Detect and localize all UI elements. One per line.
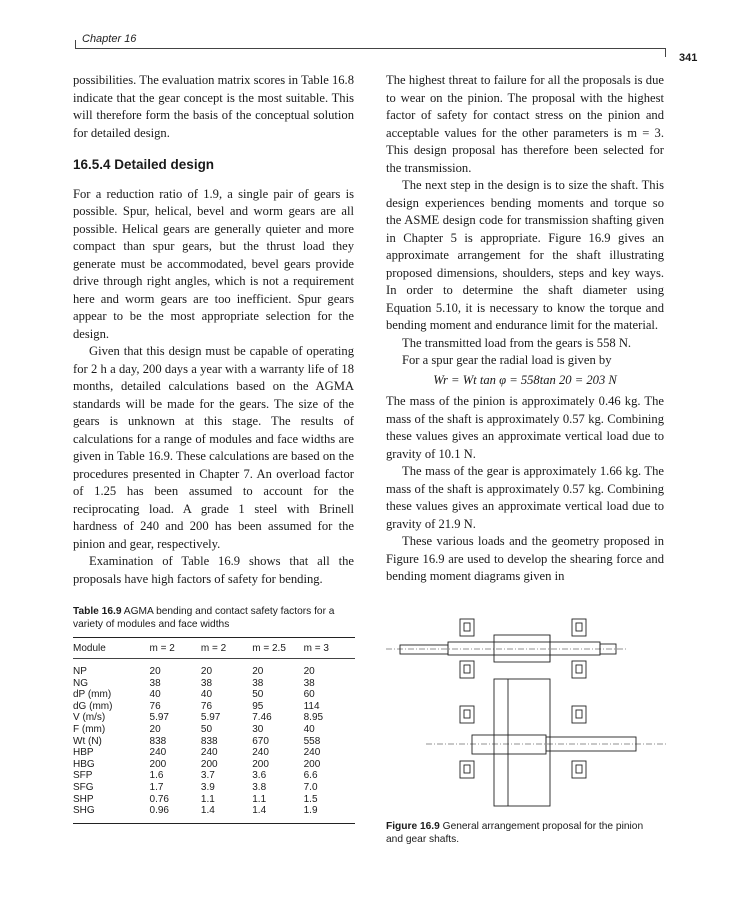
table-cell: 38 — [200, 677, 213, 689]
figure-caption-text: General arrangement proposal for the pinion and gear shafts. — [386, 821, 644, 845]
table-cell: 50 — [200, 723, 213, 735]
table-cell: 1.9 — [304, 805, 355, 823]
row-label: SFG — [73, 781, 94, 793]
column-header: Module — [73, 638, 150, 659]
table-cell: 558 — [303, 735, 321, 747]
pinion-gear — [494, 635, 550, 662]
paragraph: The highest threat to failure for all the proposals is due to wear on the pinion. The proposal with the highest factor of safety for contact stress on the pinion and acceptable values for the other parameters is m = 3. This design proposal has therefore been selected for the transmission. — [386, 73, 664, 175]
bearing-5 — [460, 706, 474, 723]
table-cell: 1.7 — [149, 781, 164, 793]
table-row — [73, 759, 355, 771]
table-cell: 1.4 — [201, 805, 252, 823]
table-row — [73, 689, 355, 701]
figure-label: Figure 16.9 — [386, 821, 440, 832]
gear-shaft-assembly — [426, 679, 668, 806]
row-label: V (m/s) — [73, 712, 106, 724]
table-cell: 20 — [252, 666, 264, 677]
table-caption — [73, 605, 355, 631]
column-header: m = 2.5 — [252, 638, 303, 659]
table-cell: 30 — [252, 723, 264, 735]
table-cell: 0.96 — [150, 805, 201, 823]
table-cell: 38 — [149, 677, 161, 689]
row-label: SFP — [73, 770, 93, 782]
row-label: HBP — [73, 747, 94, 759]
table-16-9 — [73, 605, 355, 824]
table-row — [73, 712, 355, 724]
figure-16-9-shaft-arrangement — [386, 605, 668, 815]
table-cell: 1.1 — [252, 793, 267, 805]
table-cell: 240 — [149, 747, 167, 759]
table-cell: 1.5 — [303, 793, 318, 805]
table-caption-text: AGMA bending and contact safety factors for a variety of modules and face widths — [73, 606, 335, 630]
table-cell: 1.6 — [149, 770, 164, 782]
table-row — [73, 678, 355, 690]
table-cell: 200 — [252, 758, 269, 770]
table-cell: 40 — [149, 689, 161, 701]
section-heading: 16.5.4 Detailed design — [73, 157, 215, 172]
table-cell: 50 — [252, 689, 264, 701]
table-cell: 38 — [303, 677, 315, 689]
bearing-4 — [572, 661, 586, 678]
table-cell: 3.9 — [200, 781, 215, 793]
table-cell: 40 — [303, 723, 315, 735]
header-rule — [75, 48, 666, 49]
table-row — [73, 736, 355, 748]
table-row — [73, 805, 355, 823]
gear-shaft-body — [472, 735, 546, 754]
table-cell: 7.0 — [303, 781, 318, 793]
table-cell: 240 — [252, 747, 269, 759]
bearing-2 — [572, 619, 586, 636]
table-cell: 60 — [303, 689, 315, 701]
table-cell: 20 — [149, 723, 161, 735]
table-body — [73, 659, 355, 824]
table-cell: 838 — [149, 735, 167, 747]
table-cell: 240 — [200, 747, 218, 759]
left-column — [73, 72, 354, 588]
row-label: dG (mm) — [73, 700, 113, 712]
column-header: m = 2 — [201, 638, 252, 659]
paragraph: Given that this design must be capable of operating for 2 h a day, 200 days a year with a warranty life of 18 months, detailed calculations based on the AGMA standards will be made for the gears. The size of the gears is unknown at this stage. The results of calculations for a range of modules and face widths are given in Table 16.9. These calculations are based on the procedures presented in Chapter 7. An overload factor of 1.25 has been assumed to account for the reciprocating load. A grade 1 steel with Brinell hardness of 240 and 200 has been assumed for the pinion and gear, respectively. — [73, 344, 354, 551]
pinion-shaft-assembly — [386, 619, 626, 678]
table-header-row — [73, 638, 355, 659]
table-cell: 5.97 — [149, 712, 169, 724]
paragraph: For a spur gear the radial load is given by — [402, 353, 612, 367]
row-label: NG — [73, 677, 88, 689]
row-label: dP (mm) — [73, 689, 112, 701]
table-row — [73, 782, 355, 794]
bearing-3 — [460, 661, 474, 678]
table-cell: 95 — [252, 700, 264, 712]
table-label: Table 16.9 — [73, 606, 122, 617]
equation-radial-load: Wr = Wt tan φ = 558tan 20 = 203 N — [433, 372, 617, 387]
row-label: SHP — [73, 793, 94, 805]
table-cell: 200 — [303, 758, 321, 770]
column-header: m = 2 — [150, 638, 201, 659]
paragraph: Examination of Table 16.9 shows that all the proposals have high factors of safety for bending. — [73, 554, 354, 586]
table-row — [73, 701, 355, 713]
table-cell: 76 — [200, 700, 213, 712]
running-header-chapter: Chapter 16 — [82, 33, 137, 45]
table-cell: 114 — [303, 700, 320, 712]
row-label: NP — [73, 666, 87, 677]
paragraph: These various loads and the geometry proposed in Figure 16.9 are used to develop the shearing force and bending moment diagrams given in — [386, 534, 664, 583]
table-cell: 1.1 — [200, 793, 215, 805]
table-cell: 76 — [149, 700, 161, 712]
table-cell: 3.7 — [200, 770, 215, 782]
table-cell: 0.76 — [149, 793, 169, 805]
row-label: Wt (N) — [73, 735, 102, 747]
figure-caption — [386, 820, 656, 846]
driven-gear — [494, 679, 550, 806]
table-row — [73, 770, 355, 782]
paragraph: The mass of the pinion is approximately 0.46 kg. The mass of the shaft is approximately 0.57 kg. Combining these values gives an approximate vertical load due to gravity of 10.1 N. — [386, 394, 664, 461]
bearing-1 — [460, 619, 474, 636]
table-cell: 20 — [149, 666, 161, 677]
table-cell: 40 — [200, 689, 213, 701]
table-cell: 200 — [149, 758, 167, 770]
table-row — [73, 724, 355, 736]
table-row — [73, 794, 355, 806]
header-rule-tick-right — [665, 48, 666, 57]
table-cell: 20 — [303, 666, 315, 677]
table-cell: 5.97 — [200, 712, 221, 724]
paragraph: For a reduction ratio of 1.9, a single pair of gears is possible. Spur, helical, bevel and worm gears are all possible. Helical gears are generally quieter and more compact than spur gears, but the thrust load they generate must be accommodated, bevel gears provide drive through right angles, which is not a requirement here and worm gears are too inefficient. Spur gears appear to be the most appropriate selection for the design. — [73, 186, 354, 341]
table-cell: 38 — [252, 677, 264, 689]
paragraph: possibilities. The evaluation matrix scores in Table 16.8 indicate that the gear concept is the most suitable. This will therefore form the basis of the conceptual solution for detailed design. — [73, 73, 354, 140]
bearing-6 — [572, 706, 586, 723]
row-label: HBG — [73, 758, 95, 770]
paragraph: The mass of the gear is approximately 1.66 kg. The mass of the shaft is approximately 0.57 kg. Combining these values gives an approximate vertical load due to gravity of 21.9 N. — [386, 464, 664, 531]
row-label: SHG — [73, 805, 150, 823]
table-cell: 240 — [303, 747, 321, 759]
bearing-8 — [572, 761, 586, 778]
table-cell: 6.6 — [303, 770, 318, 782]
pinion-shaft-body — [448, 642, 600, 655]
row-label: F (mm) — [73, 723, 106, 735]
table-cell: 20 — [200, 666, 213, 677]
table-cell: 838 — [200, 735, 218, 747]
paragraph: The transmitted load from the gears is 558 N. — [402, 335, 632, 350]
safety-factor-table — [73, 637, 355, 824]
table-cell: 3.6 — [252, 770, 267, 782]
table-cell: 8.95 — [303, 712, 324, 724]
right-column — [386, 72, 664, 586]
bearing-7 — [460, 761, 474, 778]
table-cell: 3.8 — [252, 781, 267, 793]
page-number: 341 — [679, 52, 698, 64]
table-cell: 200 — [200, 758, 218, 770]
column-header: m = 3 — [304, 638, 355, 659]
table-row — [73, 747, 355, 759]
pinion-shaft-input-end — [400, 645, 448, 654]
table-cell: 1.4 — [252, 805, 303, 823]
table-row — [73, 659, 355, 678]
table-cell: 670 — [252, 735, 269, 747]
table-cell: 7.46 — [252, 712, 272, 724]
paragraph: The next step in the design is to size the shaft. This design experiences bending moments and torque so the ASME design code for transmission shafting given in Chapter 5 is appropriate. Figure 16.9 gives an approximate arrangement for the shaft illustrating proposed dimensions, shoulders, steps and key ways. In order to determine the shaft diameter using Equation 5.10, it is necessary to know the torque and bending moment and endurance limit for the material. — [386, 178, 664, 332]
